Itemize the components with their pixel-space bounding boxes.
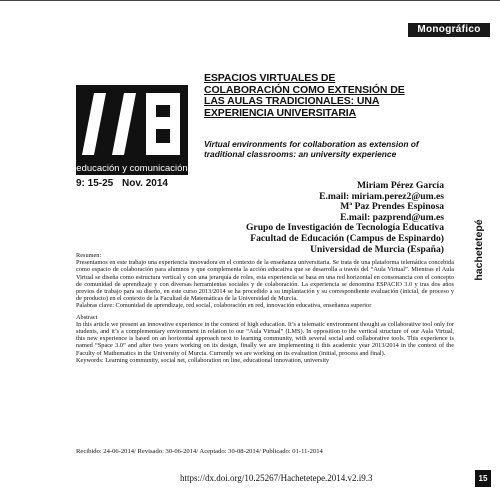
- author-line: Miriam Pérez García: [356, 180, 444, 191]
- journal-name: hachetetepé: [473, 219, 485, 281]
- journal-side-label: [466, 212, 492, 287]
- issue-date: Nov. 2014: [122, 178, 168, 189]
- publication-dates: Recibido: 24-06-2014/ Revisado: 30-06-2014/ Aceptado: 30-08-2014/ Publicado: 01-11-2014: [76, 448, 323, 455]
- abstract-block: [76, 252, 454, 368]
- abstract-keywords: Keywords: Learning community, social net, collaboration on line, educational innovation, university: [76, 356, 330, 364]
- resumen-label: Resumen:: [76, 252, 102, 259]
- author-line: E.mail: pazprend@um.es: [340, 211, 444, 223]
- authors-block: [164, 181, 444, 255]
- article-subtitle: Virtual environments for collaboration as extension of traditional classrooms: an university experience: [204, 139, 419, 159]
- author-line: Grupo de Investigación de Tecnología Educativa: [245, 222, 444, 234]
- resumen-keywords: Palabras clave: Comunidad de aprendizaje, red social, colaboración en red, innovación educativa, enseñanza superior: [76, 302, 372, 310]
- author-line: Universidad de Murcia (España): [310, 243, 444, 255]
- page-number: 15: [475, 470, 491, 487]
- author-line: E.mail: miriam.perez2@um.es: [319, 190, 444, 202]
- issue-number: 9: 15-25: [76, 178, 114, 189]
- doi-link[interactable]: https://dx.doi.org/10.25267/Hachetetepe.2014.v2.i9.3: [180, 473, 373, 483]
- journal-logo: [76, 85, 188, 167]
- author-line: Facultad de Educación (Campus de Espinardo): [250, 232, 444, 244]
- resumen-text: Presentamos en este trabajo una experiencia innovadora en el contexto de la enseñanza universitaria. Se trata de una plataforma telemática concebida como espacio de colaboración para alumnos y que complementa la acción educativa que se desarrolla a través del “Aula Virtual”. Mientras el Aula Virtual se diseña como estructura vertical y con una jerarquía de roles, esta experiencia se basa en una red horizontal en consonancia con el concepto de comunidad de aprendizaje y con diversas herramientas sociales y de colaboración. La experiencia se denomina ESPACIO 3.0 y tras dos años previos de trabajo para su diseño, en este curso 2013/2014 se ha procedido a su implantación y su correspondiente evaluación (inicial, de proceso y de producto) en el contexto de la Facultad de Matemáticas de la Universidad de Murcia.: [76, 259, 454, 303]
- top-rule: [0, 0, 500, 1]
- article-title: [204, 73, 414, 119]
- abstract-text: In this article we present an innovative experience in the context of high education. It’s a telematic environment thought as collaborative tool only for students, and it’s a complementary environment in relation to our “Aula Virtual” (LMS). In opposition to the vertical structure of our Aula Virtual, this new experience is based on an horizontal approach next to learning community, with several social and collaborative tools. This experience is named “Space 3.0” and after two years working on its design, finally we are implementing it this academic year 2013/2014 in the context of the Faculty of Mathematics in the University of Murcia. Currently we are working on its evaluation (initial, process and final).: [76, 320, 454, 357]
- section-badge: Monográfico: [408, 23, 490, 37]
- title-es: ESPACIOS VIRTUALES DE COLABORACIÓN COMO EXTENSIÓN DE LAS AULAS TRADICIONALES: UNA EXPERIENCIA UNIVERSITARIA: [204, 72, 405, 119]
- abstract-label: Abstract: [76, 313, 98, 321]
- top-bar: [0, 0, 500, 38]
- author-line: Mª Paz Prendes Espinosa: [340, 201, 444, 213]
- logo-strip: educación y comunicación: [76, 163, 188, 174]
